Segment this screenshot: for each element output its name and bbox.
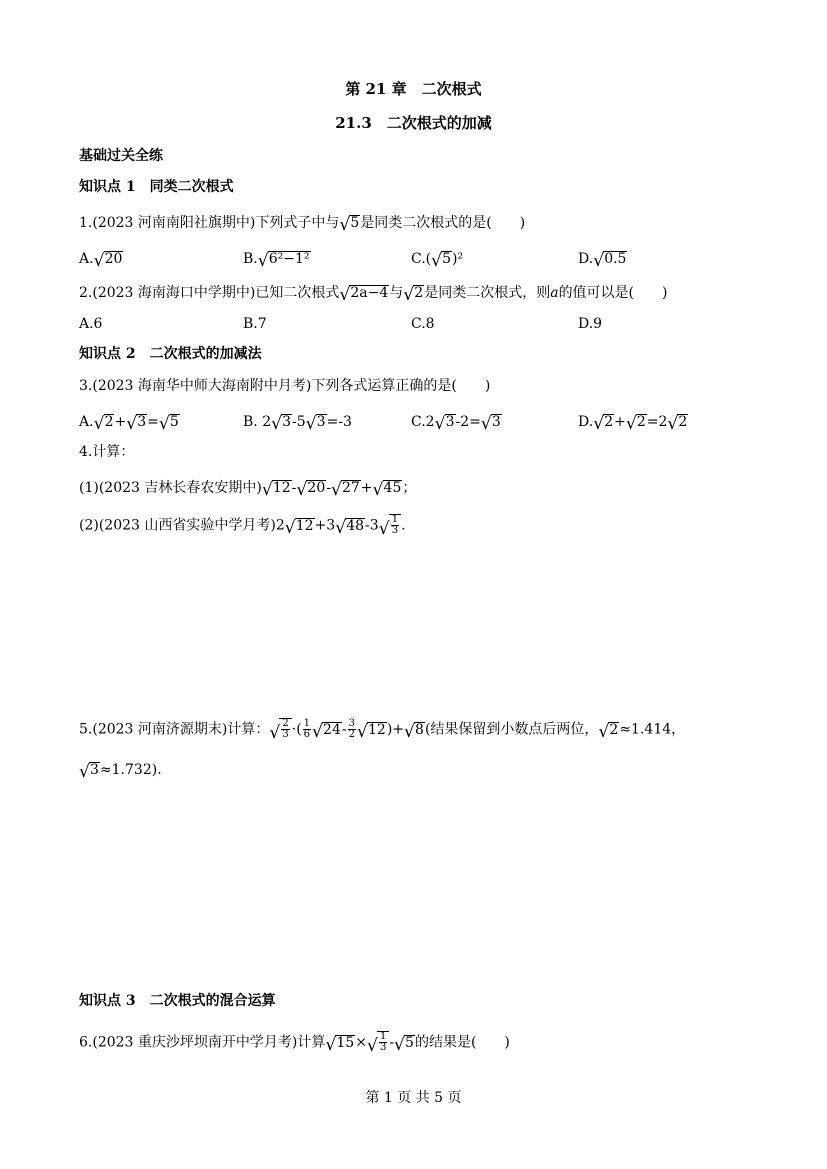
knowledge-point-3: 知识点 3 二次根式的混合运算: [79, 993, 276, 1009]
q1-option-c: C.(√ 5)²: [411, 250, 463, 268]
question-4-part-1: (1)(2023 吉林长春农安期中)√ 12-√ 20-√ 27+√ 45；: [79, 479, 416, 497]
q3-option-b: B. 2√ 3-5√ 3=-3: [243, 413, 352, 431]
question-4: 4.计算：: [79, 444, 135, 460]
q1-radical: √ 5: [340, 214, 360, 232]
question-4-part-2: (2)(2023 山西省实验中学月考)2√ 12+3√ 48-3 √ $\frac{1}{3}$ .: [79, 514, 406, 536]
q2-option-b: B.7: [243, 316, 267, 332]
question-5-continued: √ 3≈1.732).: [79, 761, 162, 779]
q1-option-a: A.√ 20: [79, 250, 123, 268]
q1-tail: 是同类二次根式的是( ): [360, 215, 526, 231]
q2-option-c: C.8: [411, 316, 435, 332]
q1-source: 1.(2023 河南南阳社旗期中)下列式子中与: [79, 215, 340, 231]
q2-option-a: A.6: [79, 316, 103, 332]
q2-option-d: D.9: [578, 316, 603, 332]
section-title: 21.3 二次根式的加减: [335, 114, 492, 132]
question-6: 6.(2023 重庆沙坪坝南开中学月考)计算√ 15× √ $\frac{1}{3}$ -√ 5的结果是( ): [79, 1031, 510, 1053]
q3-option-a: A.√ 2+√ 3=√ 5: [79, 413, 180, 431]
chapter-title: 第 21 章 二次根式: [345, 80, 482, 98]
q1-option-d: D.√ 0.5: [578, 250, 627, 268]
page-footer: 第 1 页 共 5 页: [365, 1090, 462, 1106]
q3-option-c: C.2√ 3-2=√ 3: [411, 413, 502, 431]
q3-option-d: D.√ 2+√ 2=2√ 2: [578, 413, 688, 431]
question-2: 2.(2023 海南海口中学期中)已知二次根式√ 2a−4与√ 2是同类二次根式，则a的值可以是( ): [79, 284, 668, 302]
knowledge-point-2: 知识点 2 二次根式的加减法: [79, 346, 262, 362]
question-3: 3.(2023 海南华中师大海南附中月考)下列各式运算正确的是( ): [79, 378, 491, 394]
knowledge-point-1: 知识点 1 同类二次根式: [79, 179, 234, 195]
question-1: [79, 214, 525, 232]
question-5: 5.(2023 河南济源期末)计算： √ $\frac{2}{3}$ ·( $\frac{1}{6}$ √ 24- $\frac{3}{2}$ √ 12)+√ 8(结果保留到小数点后两位，√ 2≈1.414，: [79, 718, 685, 740]
basic-heading: 基础过关全练: [79, 148, 163, 164]
q1-option-b: B.√ 6²−1²: [243, 250, 311, 268]
